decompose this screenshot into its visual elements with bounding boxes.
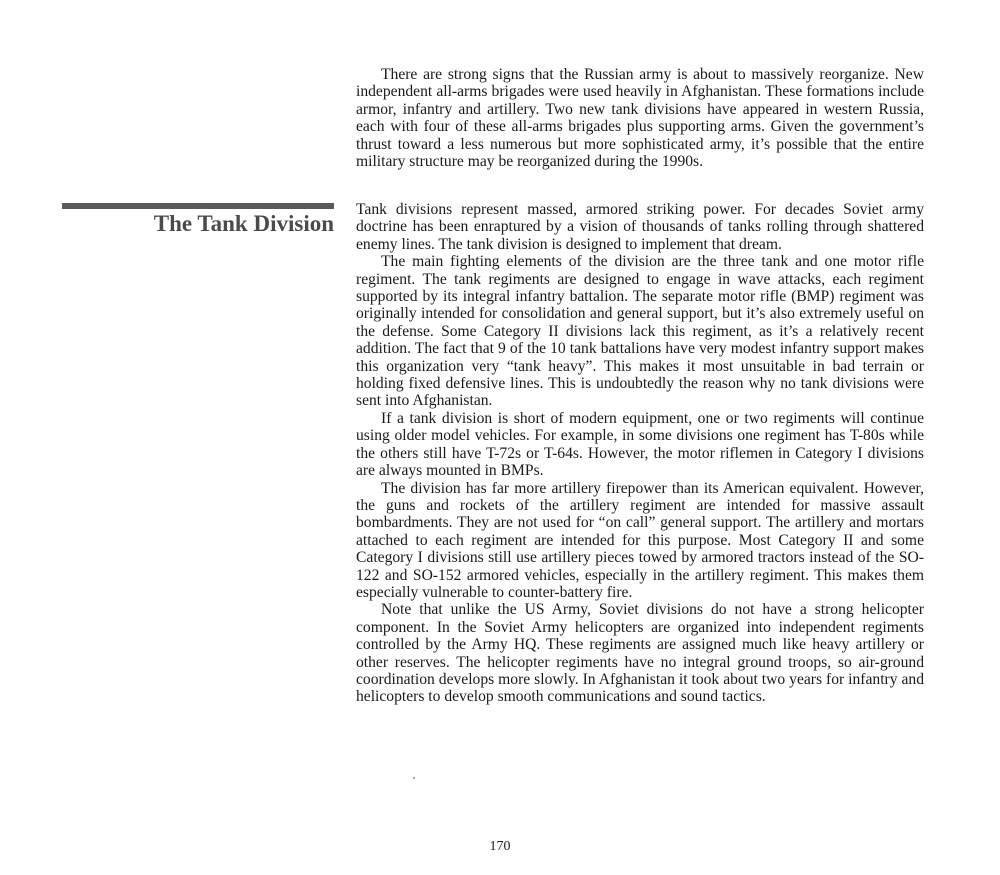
scan-speck bbox=[413, 777, 415, 779]
body-paragraph-2: The main fighting elements of the division are the three tank and one motor rifle regiment. The tank regiments are designed to engage in wave attacks, each regiment supported by its integral infantry battalion. The separate motor rifle (BMP) regiment was originally intended for consolidation and general support, but it’s also extremely useful on the defense. Some Category II divisions lack this regiment, as it’s a relatively recent addition. The fact that 9 of the 10 tank battalions have very modest infantry support makes this organization very “tank heavy”. This makes it most unsuitable in bad terrain or holding fixed defensive lines. This is undoubtedly the reason why no tank divisions were sent into Afghanistan. bbox=[356, 253, 924, 410]
section-heading: The Tank Division bbox=[153, 211, 334, 236]
body-paragraph-1: Tank divisions represent massed, armored striking power. For decades Soviet army doctrine has been enraptured by a vision of thousands of tanks rolling through shattered enemy lines. The tank division is designed to implement that dream. bbox=[356, 201, 924, 253]
body-paragraph-3: If a tank division is short of modern equipment, one or two regiments will continue using older model vehicles. For example, in some divisions one regiment has T-80s while the others still have T-72s or T-64s. However, the motor riflemen in Category I divisions are always mounted in BMPs. bbox=[356, 409, 924, 480]
intro-text-block bbox=[356, 66, 924, 170]
body-paragraph-4: The division has far more artillery firepower than its American equivalent. However, the guns and rockets of the artillery regiment are intended for massive assault bombardments. They are not used for “on call” general support. The artillery and mortars attached to each regiment are intended for this purpose. Most Category II and some Category I divisions still use artillery pieces towed by armored tractors instead of the SO-122 and SO-152 armored vehicles, especially in the artillery regiment. This makes them especially vulnerable to counter-battery fire. bbox=[356, 479, 924, 601]
section-heading-rule bbox=[62, 203, 334, 209]
section-text-block bbox=[356, 201, 924, 706]
page-number: 170 bbox=[489, 839, 511, 854]
body-paragraph-5: Note that unlike the US Army, Soviet divisions do not have a strong helicopter component. In the Soviet Army helicopters are organized into independent regiments controlled by the Army HQ. These regiments are assigned much like heavy artillery or other reserves. The helicopter regiments have no integral ground troops, so air-ground coordination develops more slowly. In Afghanistan it took about two years for infantry and helicopters to develop smooth communications and sound tactics. bbox=[356, 601, 924, 706]
intro-paragraph: There are strong signs that the Russian army is about to massively reorganize. New independent all-arms brigades were used heavily in Afghanistan. These formations include armor, infantry and artillery. Two new tank divisions have appeared in western Russia, each with four of these all-arms brigades plus supporting arms. Given the government’s thrust toward a less numerous but more sophisticated army, it’s possible that the entire military structure may be reorganized during the 1990s. bbox=[356, 66, 924, 171]
